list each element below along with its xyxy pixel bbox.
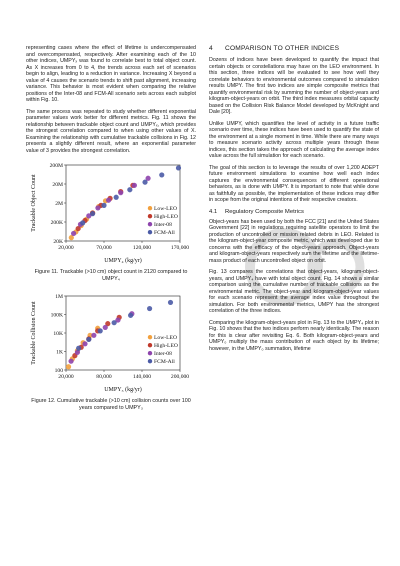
data-point — [127, 187, 132, 192]
right-paragraph-2: Unlike UMPY, which quantifies the level of activity in a future traffic scenario over time, these indices have been used to quantify the state of the environment at a single moment in time. While there are many ways to measure scenario activity across multiple years through these indices, this section takes the approach of calculating the average index value across the full simulation for each scenario. — [209, 120, 379, 159]
legend-label: FCM-All — [154, 359, 175, 366]
figure-12-chart — [26, 290, 196, 396]
y-tick-label: 20M — [52, 181, 63, 188]
section-title: COMPARISON TO OTHER INDICES — [225, 45, 340, 52]
x-tick-label: 200,000 — [170, 374, 190, 381]
data-point — [82, 341, 87, 346]
right-column — [209, 45, 379, 357]
y-tick-label: 200M — [49, 162, 63, 169]
legend-label: High-LEO — [154, 343, 178, 350]
data-point — [176, 165, 181, 170]
x-tick-label: 70,000 — [96, 245, 112, 251]
y-tick-label: 10K — [53, 330, 63, 337]
left-paragraph-2: The same process was repeated to study whether different exponential parameter values work better for different metrics. Fig. 11 shows the relationship between trackable object count and UMPYₓ, which provides the strongest correlation compared to when using other values of X. Examining the relationship with cumulative trackable collisions in Fig. 12 presents a slightly different result, where an exponential parameter value of 3 provides the strongest correlation. — [26, 108, 196, 154]
data-point — [101, 203, 106, 208]
subsection-heading — [209, 209, 379, 215]
data-point — [168, 300, 173, 305]
legend-label: FCM-All — [154, 230, 175, 236]
data-point — [142, 180, 147, 185]
data-point — [106, 198, 111, 203]
x-tick-label: 20,000 — [58, 245, 74, 251]
y-tick-label: 1M — [55, 293, 63, 300]
data-point — [98, 328, 103, 333]
right-paragraph-4: Object-years has been used by both the FCC [21] and the United States Government [22] in regulations requiring satellite operators to limit the production of uncontrolled or mission related debris in LEO. Related is the kilogram-object-year composite metric, which was developed due to concerns with the efficacy of the object-years approach. Object-years and kilogram-object-years respectively sum the lifetime and the lifetime-mass product of each uncontrolled object on orbit. — [209, 218, 379, 264]
left-column — [26, 45, 196, 419]
x-tick-label: 20,000 — [58, 374, 74, 381]
legend-label: Inter-08 — [154, 222, 172, 228]
data-point — [95, 205, 100, 210]
right-paragraph-3: The goal of this section is to leverage the results of over 1,200 ADEPT future environment simulations to examine how well each index captures the environmental consequences of different operational behaviors, as is done with UMPY. It is important to note that while done as faithfully as possible, the implementation of these indices may differ in scope from the original intentions of their respective creators. — [209, 164, 379, 203]
data-point — [91, 333, 96, 338]
data-point — [114, 195, 119, 200]
subsection-number: 4.1 — [209, 208, 218, 215]
figure-11-chart — [26, 159, 196, 267]
section-number: 4 — [209, 45, 213, 52]
x-tick-label: 170,000 — [170, 245, 190, 251]
subsection-title: Regulatory Composite Metrics — [225, 208, 304, 215]
data-point — [71, 231, 76, 236]
y-tick-label: 100K — [50, 312, 63, 319]
x-axis-label: UMPY₄ (kg/yr) — [104, 258, 142, 264]
legend-marker — [148, 222, 152, 226]
y-axis-label: Trackable Collision Count — [31, 301, 37, 365]
right-paragraph-1: Dozens of indices have been developed to quantify the impact that certain objects or constellations may have on the LEO environment. In this section, three indices will be evaluated to see how well they correlate behaviors to environmental outcomes compared to simulation results UMPY. The first two indices are simple composite metrics that quantify environmental risk by summing the number of object-years and kilogram-object-years on orbit. The third index measures orbital capacity based on the Collision Risk Balance Model developed by McKnight and Dale [20]. — [209, 57, 379, 115]
figure-12-caption: Figure 12. Cumulative trackable (>10 cm) collision counts over 100 years compared to UMPY₃ — [31, 398, 191, 411]
legend-label: Low-LEO — [154, 335, 177, 342]
y-tick-label: 1K — [56, 349, 63, 356]
data-point — [66, 364, 71, 369]
legend-marker — [148, 359, 152, 363]
data-point — [80, 220, 85, 225]
data-point — [90, 211, 95, 216]
legend-marker — [148, 335, 152, 339]
data-point — [68, 359, 73, 364]
legend-marker — [148, 343, 152, 347]
y-axis-label: Trackable Object Count — [31, 174, 37, 232]
figure-11-caption: Figure 11. Trackable (>10 cm) object count in 2120 compared to UMPY₄ — [34, 269, 188, 282]
y-tick-label: 20K — [53, 238, 63, 245]
x-tick-label: 80,000 — [96, 374, 112, 381]
y-tick-label: 100 — [54, 367, 63, 374]
section-heading — [209, 45, 379, 52]
y-tick-label: 200K — [50, 219, 63, 226]
legend-marker — [148, 351, 152, 355]
data-point — [86, 337, 91, 342]
data-point — [103, 325, 108, 330]
data-point — [112, 320, 117, 325]
x-tick-label: 120,000 — [132, 245, 152, 251]
data-point — [128, 313, 133, 318]
data-point — [132, 183, 137, 188]
data-point — [147, 306, 152, 311]
left-paragraph-1: representing cases where the effect of lifetime is undercompensated and overcompensated, respectively. After examining each of the 10 other indices, UMPYₓ was found to correlate best to total object count. As X increases from 0 to 4, the trends across each set of scenarios begin to align, leading to a reduction in variance. Increasing X beyond a value of 4 causes the scenario trends to shift past alignment, increasing variance. This behavior is most evident when comparing the relative positions of the Inter-08 and FCM-All scenario sets across each subplot within Fig. 10. — [26, 45, 196, 103]
legend-label: Inter-08 — [154, 351, 172, 358]
right-paragraph-6: Comparing the kilogram-object-years plot in Fig. 13 to the UMPY₄ plot in Fig. 10 shows that the two indices perform nearly identically. The reason for this is clear after revisiting Eq. 6. Both kilogram-object-years and UMPY₀ multiply the mass contribution of each object by its lifetime; however, in the UMPY₀ summation, lifetime — [209, 319, 379, 352]
data-point — [76, 346, 81, 351]
x-axis-label: UMPY₃ (kg/yr) — [104, 387, 142, 394]
legend-marker — [148, 214, 152, 218]
legend-marker — [148, 206, 152, 210]
y-tick-label: 2M — [55, 200, 63, 207]
legend-label: High-LEO — [154, 214, 178, 220]
legend-label: Low-LEO — [154, 206, 177, 212]
data-point — [159, 172, 164, 177]
legend-marker — [148, 230, 152, 234]
data-point — [118, 190, 123, 195]
right-paragraph-5: Fig. 13 compares the correlations that object-years, kilogram-object-years, and UMPY₄ have with total object count. Fig. 14 shows a similar comparison using the cumulative number of trackable collisions as the environmental metric. The object-year and kilogram-object-year values for each scenario represent the average index value throughout the simulation. For both environmental metrics, UMPY has the strongest correlation of the three indices. — [209, 269, 379, 314]
x-tick-label: 140,000 — [132, 374, 152, 381]
